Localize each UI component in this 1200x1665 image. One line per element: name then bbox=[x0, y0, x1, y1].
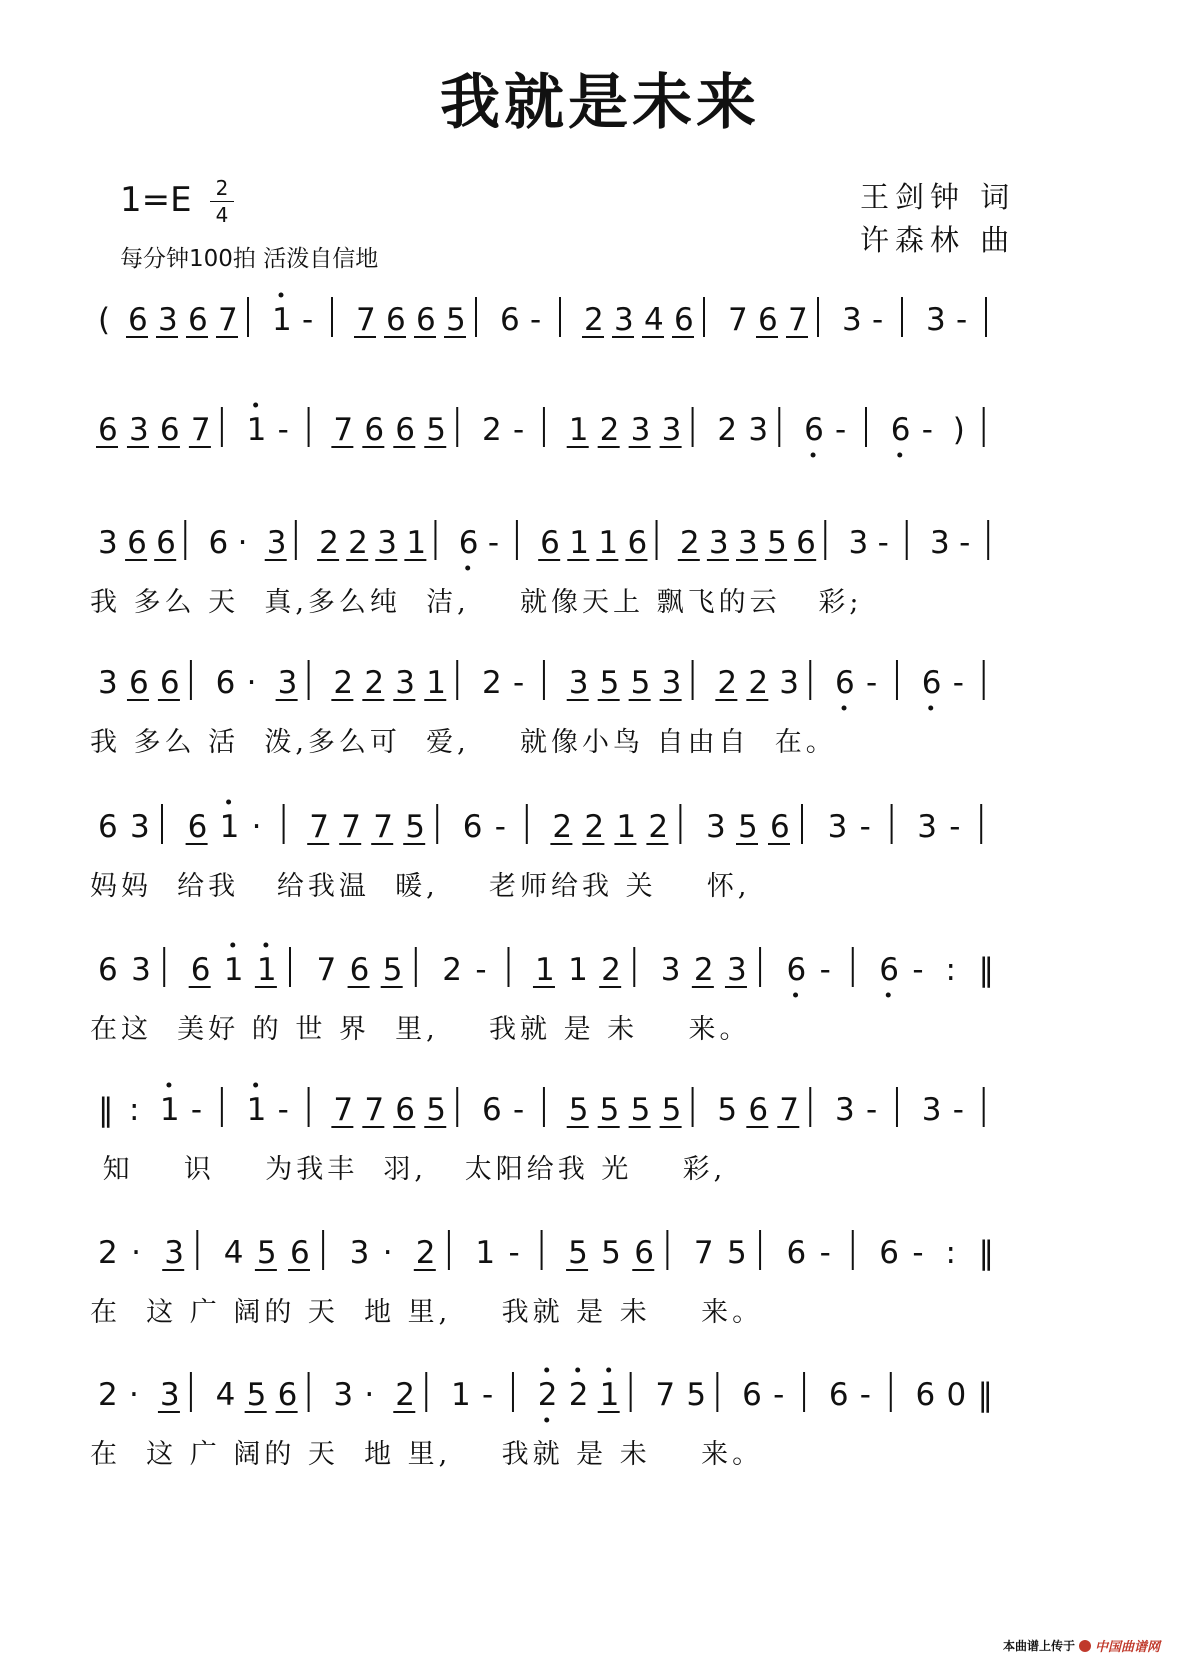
octave-dot-high bbox=[606, 1368, 611, 1373]
notation-symbol: - bbox=[872, 302, 884, 338]
note: 3 bbox=[848, 525, 869, 561]
note: 5 bbox=[568, 1235, 588, 1271]
notation-symbol: ‖ bbox=[978, 1235, 995, 1271]
lyrics-line: 知 识 为我丰 羽, 太阳给我 光 彩, bbox=[90, 1154, 727, 1185]
note: 6 bbox=[190, 952, 211, 988]
note: 5 bbox=[599, 1092, 620, 1128]
note: 2 bbox=[717, 412, 738, 448]
note: 3 bbox=[842, 302, 862, 338]
note: 6 bbox=[349, 952, 370, 988]
notation-symbol: - bbox=[952, 1092, 964, 1128]
note: 7 bbox=[364, 1092, 385, 1128]
notation-symbol: - bbox=[952, 665, 964, 701]
note: 7 bbox=[788, 302, 808, 338]
note: 6 bbox=[540, 525, 560, 561]
note: 1 bbox=[568, 952, 588, 988]
note: 2 bbox=[319, 525, 339, 561]
notation-symbol: - bbox=[482, 1377, 494, 1413]
note: 6 bbox=[748, 1092, 769, 1128]
note: 3 bbox=[159, 1377, 180, 1413]
note: 5 bbox=[426, 412, 446, 448]
score-system bbox=[90, 508, 1070, 638]
note: 1 bbox=[246, 1092, 267, 1128]
notation-symbol: - bbox=[277, 412, 289, 448]
composer-credit: 许森林 曲 bbox=[860, 223, 1016, 257]
note: 3 bbox=[377, 525, 398, 561]
note: 5 bbox=[601, 1235, 621, 1271]
note: 6 bbox=[208, 525, 229, 561]
note: 3 bbox=[277, 665, 298, 701]
notes-line bbox=[90, 395, 1070, 465]
notation-symbol: - bbox=[859, 1377, 871, 1413]
note: 2 bbox=[333, 665, 354, 701]
site-logo-text: 中国曲谱网 bbox=[1094, 1640, 1160, 1655]
note: 6 bbox=[462, 809, 483, 845]
note: 6 bbox=[187, 809, 208, 845]
notation-symbol: · bbox=[251, 809, 262, 845]
note: 1 bbox=[159, 1092, 180, 1128]
notation-symbol: - bbox=[819, 1235, 831, 1271]
note: 3 bbox=[266, 525, 287, 561]
octave-dot-high bbox=[544, 1368, 549, 1373]
notation-symbol: - bbox=[494, 809, 506, 845]
note: 1 bbox=[223, 952, 244, 988]
note: 1 bbox=[598, 525, 619, 561]
octave-dot-high bbox=[279, 293, 284, 298]
note: 6 bbox=[290, 1235, 310, 1271]
octave-dot-low bbox=[811, 453, 816, 458]
note: 3 bbox=[660, 952, 681, 988]
notation-symbol: ( bbox=[98, 302, 111, 338]
notation-symbol: - bbox=[949, 809, 961, 845]
tempo-marking: 每分钟100拍 活泼自信地 bbox=[120, 246, 379, 272]
notation-symbol: · bbox=[382, 1235, 393, 1271]
note: 2 bbox=[584, 809, 605, 845]
note: 6 bbox=[742, 1377, 762, 1413]
note: 3 bbox=[779, 665, 800, 701]
note: 2 bbox=[98, 1377, 118, 1413]
notes-line bbox=[90, 935, 1070, 1005]
note: 6 bbox=[364, 412, 385, 448]
note: 3 bbox=[98, 525, 118, 561]
note: 6 bbox=[98, 952, 118, 988]
note: 6 bbox=[127, 525, 147, 561]
octave-dot-low bbox=[793, 993, 798, 998]
note: 1 bbox=[475, 1235, 496, 1271]
notation-symbol: - bbox=[475, 952, 487, 988]
note: 6 bbox=[796, 525, 816, 561]
notation-symbol: - bbox=[773, 1377, 785, 1413]
note: 3 bbox=[835, 1092, 855, 1128]
note: 4 bbox=[215, 1377, 236, 1413]
note: 6 bbox=[215, 665, 236, 701]
note: 7 bbox=[341, 809, 361, 845]
notation-symbol: · bbox=[131, 1235, 141, 1271]
octave-dot-high bbox=[226, 800, 231, 805]
notation-symbol: - bbox=[912, 952, 924, 988]
note: 7 bbox=[779, 1092, 800, 1128]
notation-symbol: ‖ bbox=[978, 952, 995, 988]
note: 6 bbox=[879, 1235, 899, 1271]
notation-symbol: ) bbox=[952, 412, 965, 448]
note: 6 bbox=[98, 809, 118, 845]
note: 5 bbox=[599, 665, 620, 701]
note: 7 bbox=[373, 809, 393, 845]
note: 6 bbox=[386, 302, 406, 338]
note: 1 bbox=[219, 809, 240, 845]
octave-dot-low bbox=[928, 706, 933, 711]
note: 7 bbox=[655, 1377, 676, 1413]
note: 3 bbox=[614, 302, 634, 338]
note: 2 bbox=[693, 952, 714, 988]
note: 3 bbox=[130, 809, 150, 845]
note: 5 bbox=[426, 1092, 446, 1128]
note: 6 bbox=[627, 525, 648, 561]
note: 3 bbox=[738, 525, 758, 561]
note: 3 bbox=[726, 952, 747, 988]
octave-dot-high bbox=[253, 403, 258, 408]
note: 6 bbox=[159, 665, 180, 701]
note: 3 bbox=[395, 665, 416, 701]
note: 5 bbox=[630, 1092, 651, 1128]
note: 6 bbox=[770, 809, 790, 845]
note: 7 bbox=[728, 302, 748, 338]
notes-line bbox=[90, 285, 1070, 355]
note: 6 bbox=[915, 1377, 936, 1413]
notation-symbol: : bbox=[128, 1092, 140, 1128]
note: 1 bbox=[256, 952, 277, 988]
note: 6 bbox=[890, 412, 911, 448]
note: 7 bbox=[333, 412, 354, 448]
note: 3 bbox=[333, 1377, 354, 1413]
note: 6 bbox=[758, 302, 778, 338]
note: 5 bbox=[686, 1377, 707, 1413]
note: 4 bbox=[223, 1235, 244, 1271]
note: 3 bbox=[706, 809, 726, 845]
note: 6 bbox=[159, 412, 180, 448]
note: 2 bbox=[415, 1235, 436, 1271]
note: 5 bbox=[382, 952, 403, 988]
note: 2 bbox=[601, 952, 621, 988]
octave-dot-high bbox=[230, 943, 235, 948]
note: 6 bbox=[482, 1092, 502, 1128]
note: 5 bbox=[246, 1377, 267, 1413]
note: 6 bbox=[674, 302, 694, 338]
note: 5 bbox=[661, 1092, 682, 1128]
note: 6 bbox=[828, 1377, 849, 1413]
note: 6 bbox=[156, 525, 176, 561]
notation-symbol: - bbox=[956, 302, 968, 338]
notation-symbol: · bbox=[364, 1377, 375, 1413]
note: 6 bbox=[395, 1092, 416, 1128]
notes-line bbox=[90, 792, 1070, 862]
note: 5 bbox=[568, 1092, 589, 1128]
note: 1 bbox=[599, 1377, 620, 1413]
note: 2 bbox=[395, 1377, 416, 1413]
time-signature-top: 2 bbox=[215, 176, 229, 200]
site-logo-icon bbox=[1079, 1640, 1091, 1652]
notes-line bbox=[90, 1218, 1070, 1288]
key-signature: 1=E bbox=[120, 180, 192, 220]
note: 3 bbox=[827, 809, 848, 845]
note: 6 bbox=[277, 1377, 298, 1413]
time-signature bbox=[210, 176, 234, 227]
note: 3 bbox=[128, 412, 149, 448]
notes-line bbox=[90, 648, 1070, 718]
note: 2 bbox=[679, 525, 700, 561]
note: 3 bbox=[917, 809, 937, 845]
octave-dot-low bbox=[842, 706, 847, 711]
note: 2 bbox=[599, 412, 620, 448]
note: 3 bbox=[661, 412, 682, 448]
note: 3 bbox=[930, 525, 950, 561]
note: 6 bbox=[416, 302, 436, 338]
notation-symbol: - bbox=[487, 525, 500, 561]
octave-dot-low bbox=[897, 453, 902, 458]
note: 5 bbox=[405, 809, 425, 845]
note: 6 bbox=[786, 1235, 807, 1271]
note: 5 bbox=[446, 302, 466, 338]
note: 1 bbox=[272, 302, 292, 338]
note: 1 bbox=[616, 809, 637, 845]
notation-symbol: - bbox=[190, 1092, 203, 1128]
note: 6 bbox=[804, 412, 824, 448]
notation-symbol: - bbox=[302, 302, 314, 338]
notation-symbol: ‖ bbox=[98, 1092, 114, 1128]
time-signature-bottom: 4 bbox=[215, 203, 229, 227]
notation-symbol: - bbox=[512, 412, 525, 448]
note: 2 bbox=[482, 665, 502, 701]
note: 7 bbox=[333, 1092, 354, 1128]
note: 1 bbox=[568, 412, 589, 448]
note: 5 bbox=[256, 1235, 277, 1271]
note: 7 bbox=[218, 302, 238, 338]
note: 7 bbox=[309, 809, 329, 845]
notation-symbol: - bbox=[866, 1092, 878, 1128]
note: 3 bbox=[349, 1235, 370, 1271]
notation-symbol: - bbox=[877, 525, 889, 561]
notation-symbol: · bbox=[246, 665, 257, 701]
note: 6 bbox=[128, 302, 148, 338]
score-system bbox=[90, 395, 1070, 525]
note: 6 bbox=[98, 412, 118, 448]
note: 2 bbox=[568, 1377, 589, 1413]
octave-dot-low bbox=[465, 566, 470, 571]
notation-symbol: - bbox=[512, 1092, 525, 1128]
note: 3 bbox=[568, 665, 589, 701]
score-system bbox=[90, 1218, 1070, 1348]
note: 2 bbox=[482, 412, 502, 448]
note: 3 bbox=[164, 1235, 184, 1271]
note: 2 bbox=[348, 525, 368, 561]
notation-symbol: ‖ bbox=[977, 1377, 993, 1413]
lyrics-line: 在这 美好 的 世 界 里, 我就 是 未 来。 bbox=[90, 1014, 751, 1045]
note: 5 bbox=[630, 665, 651, 701]
note: 6 bbox=[395, 412, 416, 448]
notation-symbol: - bbox=[530, 302, 542, 338]
lyrics-line: 在 这 广 阔的 天 地 里, 我就 是 未 来。 bbox=[90, 1297, 764, 1328]
note: 1 bbox=[534, 952, 555, 988]
score-title: 我就是未来 bbox=[440, 68, 760, 138]
lyrics-line: 我 多么 天 真,多么纯 洁, 就像天上 飘飞的云 彩; bbox=[90, 587, 863, 618]
octave-dot-high bbox=[166, 1083, 171, 1088]
note: 3 bbox=[131, 952, 151, 988]
note: 3 bbox=[630, 412, 651, 448]
note: 5 bbox=[767, 525, 787, 561]
note: 2 bbox=[584, 302, 604, 338]
lyrics-line: 妈妈 给我 给我温 暖, 老师给我 关 怀, bbox=[90, 871, 751, 902]
notation-symbol: - bbox=[512, 665, 525, 701]
note: 1 bbox=[426, 665, 446, 701]
note: 1 bbox=[246, 412, 267, 448]
note: 4 bbox=[644, 302, 664, 338]
note: 7 bbox=[316, 952, 337, 988]
footer-credit bbox=[1003, 1636, 1160, 1655]
score-system bbox=[90, 1075, 1070, 1205]
note: 6 bbox=[500, 302, 520, 338]
notation-symbol: - bbox=[508, 1235, 520, 1271]
note: 0 bbox=[946, 1377, 967, 1413]
notation-symbol: - bbox=[859, 809, 871, 845]
note: 6 bbox=[458, 525, 479, 561]
note: 6 bbox=[786, 952, 807, 988]
score-system bbox=[90, 1360, 1070, 1490]
note: 3 bbox=[661, 665, 682, 701]
note: 2 bbox=[552, 809, 573, 845]
octave-dot-low bbox=[544, 1418, 549, 1423]
notation-symbol: : bbox=[945, 1235, 956, 1271]
octave-dot-high bbox=[575, 1368, 580, 1373]
footer-text: 本曲谱上传于 bbox=[1002, 1639, 1075, 1653]
note: 3 bbox=[708, 525, 729, 561]
note: 1 bbox=[451, 1377, 471, 1413]
time-signature-line bbox=[210, 201, 234, 202]
note: 5 bbox=[717, 1092, 738, 1128]
lyricist-credit: 王剑钟 词 bbox=[860, 180, 1016, 214]
octave-dot-low bbox=[886, 993, 891, 998]
note: 3 bbox=[921, 1092, 942, 1128]
note: 7 bbox=[693, 1235, 714, 1271]
note: 6 bbox=[921, 665, 942, 701]
note: 1 bbox=[406, 525, 427, 561]
notation-symbol: · bbox=[237, 525, 248, 561]
notes-line bbox=[90, 1075, 1070, 1145]
score-system bbox=[90, 792, 1070, 922]
note: 2 bbox=[364, 665, 385, 701]
notes-line bbox=[90, 1360, 1070, 1430]
notation-symbol: - bbox=[277, 1092, 289, 1128]
note: 6 bbox=[188, 302, 208, 338]
lyrics-line: 在 这 广 阔的 天 地 里, 我就 是 未 来。 bbox=[90, 1439, 764, 1470]
note: 2 bbox=[748, 665, 769, 701]
note: 2 bbox=[648, 809, 669, 845]
note: 3 bbox=[926, 302, 946, 338]
note: 2 bbox=[537, 1377, 558, 1413]
note: 6 bbox=[879, 952, 899, 988]
note: 2 bbox=[442, 952, 463, 988]
notation-symbol: - bbox=[866, 665, 878, 701]
note: 6 bbox=[835, 665, 855, 701]
note: 5 bbox=[738, 809, 758, 845]
notation-symbol: · bbox=[128, 1377, 139, 1413]
note: 2 bbox=[98, 1235, 118, 1271]
octave-dot-high bbox=[263, 943, 268, 948]
note: 2 bbox=[717, 665, 738, 701]
note: 5 bbox=[726, 1235, 747, 1271]
note: 7 bbox=[190, 412, 211, 448]
notes-line bbox=[90, 508, 1070, 578]
note: 6 bbox=[128, 665, 149, 701]
notation-symbol: - bbox=[912, 1235, 924, 1271]
note: 3 bbox=[158, 302, 178, 338]
note: 3 bbox=[748, 412, 769, 448]
notation-symbol: - bbox=[921, 412, 933, 448]
notation-symbol: : bbox=[945, 952, 956, 988]
score-system bbox=[90, 935, 1070, 1065]
notation-symbol: - bbox=[959, 525, 971, 561]
notation-symbol: - bbox=[819, 952, 831, 988]
note: 3 bbox=[98, 665, 118, 701]
octave-dot-high bbox=[253, 1083, 258, 1088]
notation-symbol: - bbox=[835, 412, 847, 448]
lyrics-line: 我 多么 活 泼,多么可 爱, 就像小鸟 自由自 在。 bbox=[90, 727, 837, 758]
score-system bbox=[90, 648, 1070, 778]
note: 6 bbox=[634, 1235, 655, 1271]
note: 1 bbox=[569, 525, 590, 561]
note: 7 bbox=[356, 302, 376, 338]
